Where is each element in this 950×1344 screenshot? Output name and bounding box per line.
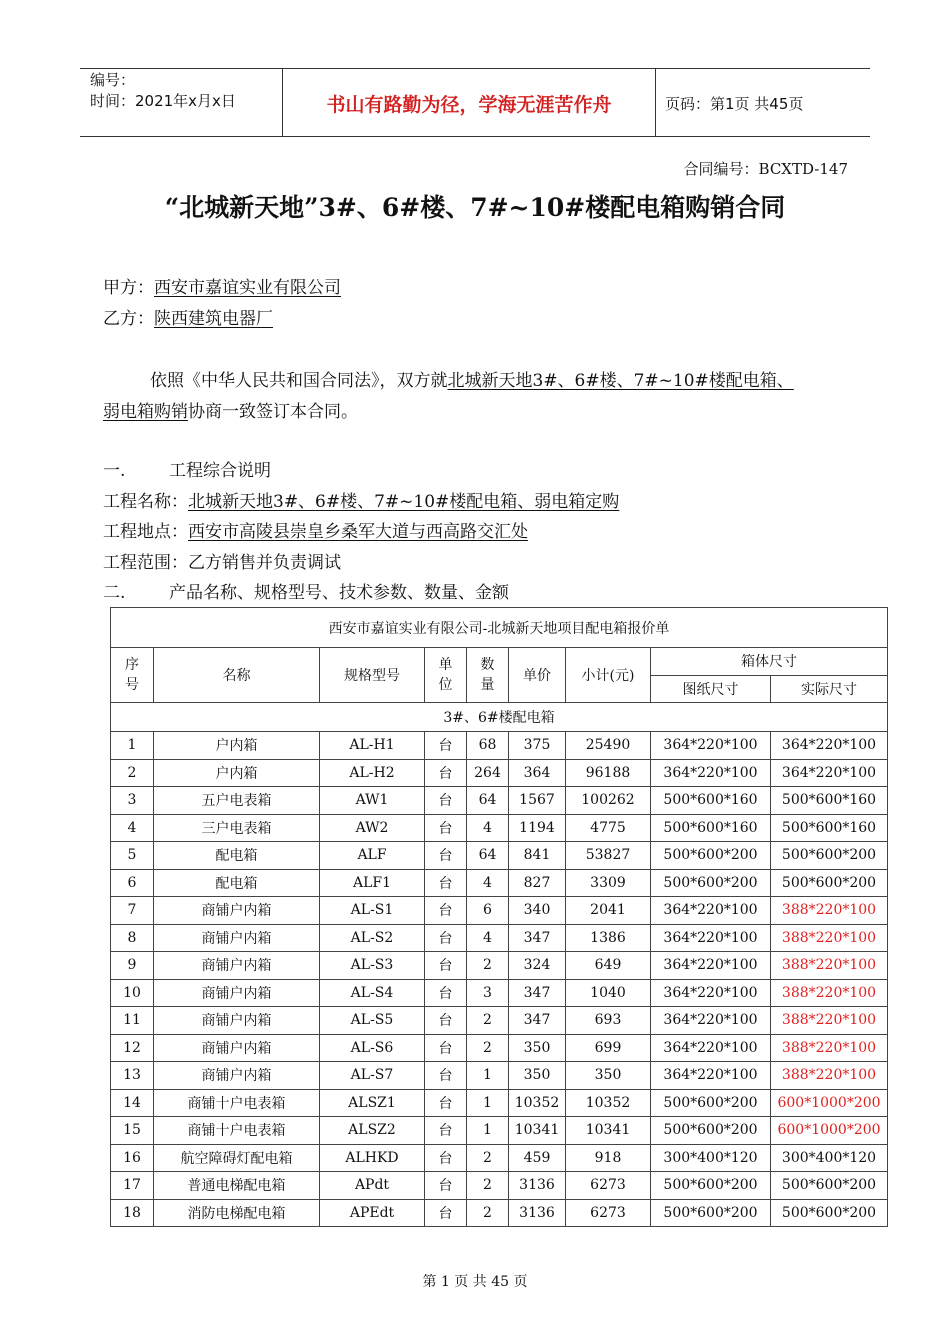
cell-unit: 台 [425, 897, 467, 925]
cell-seq: 11 [111, 1007, 154, 1035]
cell-drawing: 500*600*160 [651, 814, 771, 842]
header-model: 规格型号 [320, 648, 425, 703]
cell-name: 商铺户内箱 [154, 1062, 320, 1090]
header-subtotal: 小计(元) [566, 648, 651, 703]
table-row [111, 924, 888, 952]
section-1-heading [103, 456, 271, 481]
party-b-value: 陕西建筑电器厂 [154, 309, 273, 329]
cell-unit: 台 [425, 869, 467, 897]
cell-price: 10341 [509, 1117, 566, 1145]
cell-unit: 台 [425, 1144, 467, 1172]
cell-subtotal: 10341 [566, 1117, 651, 1145]
cell-model: APdt [320, 1172, 425, 1200]
cell-qty: 2 [467, 1034, 509, 1062]
cell-price: 841 [509, 842, 566, 870]
cell-price: 340 [509, 897, 566, 925]
cell-seq: 6 [111, 869, 154, 897]
header-motto: 书山有路勤为径，学海无涯苦作舟 [326, 93, 612, 116]
table-row [111, 759, 888, 787]
cell-price: 3136 [509, 1172, 566, 1200]
cell-unit: 台 [425, 787, 467, 815]
project-site-label: 工程地点： [103, 522, 188, 542]
cell-qty: 4 [467, 924, 509, 952]
cell-model: AL-H1 [320, 732, 425, 760]
cell-seq: 17 [111, 1172, 154, 1200]
cell-model: AL-S5 [320, 1007, 425, 1035]
cell-subtotal: 10352 [566, 1089, 651, 1117]
cell-subtotal: 3309 [566, 869, 651, 897]
cell-model: AL-S4 [320, 979, 425, 1007]
header-size: 箱体尺寸 [651, 648, 888, 676]
cell-unit: 台 [425, 1117, 467, 1145]
header-left [90, 70, 236, 112]
cell-drawing: 500*600*200 [651, 1089, 771, 1117]
quote-table [110, 607, 888, 1227]
cell-subtotal: 53827 [566, 842, 651, 870]
section-2-title: 产品名称、规格型号、技术参数、数量、金额 [169, 583, 509, 603]
doc-time: 时间：2021年x月x日 [90, 92, 236, 110]
cell-price: 350 [509, 1034, 566, 1062]
table-row [111, 1199, 888, 1227]
cell-price: 459 [509, 1144, 566, 1172]
cell-model: AW2 [320, 814, 425, 842]
cell-subtotal: 100262 [566, 787, 651, 815]
table-row [111, 1117, 888, 1145]
cell-name: 商铺户内箱 [154, 897, 320, 925]
table-row [111, 1172, 888, 1200]
cell-drawing: 364*220*100 [651, 924, 771, 952]
cell-model: AL-S3 [320, 952, 425, 980]
cell-price: 347 [509, 1007, 566, 1035]
cell-seq: 3 [111, 787, 154, 815]
cell-subtotal: 6273 [566, 1199, 651, 1227]
cell-price: 1567 [509, 787, 566, 815]
section-1-title: 工程综合说明 [169, 461, 271, 481]
cell-name: 商铺户内箱 [154, 979, 320, 1007]
header-unit: 单位 [425, 648, 467, 703]
cell-subtotal: 96188 [566, 759, 651, 787]
cell-name: 户内箱 [154, 732, 320, 760]
cell-drawing: 500*600*200 [651, 842, 771, 870]
cell-actual: 500*600*200 [771, 842, 888, 870]
table-row [111, 1062, 888, 1090]
intro-text-end: 协商一致签订本合同。 [188, 402, 358, 422]
cell-seq: 5 [111, 842, 154, 870]
cell-actual: 300*400*120 [771, 1144, 888, 1172]
table-row [111, 1034, 888, 1062]
party-b-label: 乙方： [103, 309, 154, 329]
cell-subtotal: 4775 [566, 814, 651, 842]
cell-model: AL-S7 [320, 1062, 425, 1090]
cell-price: 3136 [509, 1199, 566, 1227]
cell-drawing: 364*220*100 [651, 732, 771, 760]
cell-seq: 9 [111, 952, 154, 980]
cell-subtotal: 693 [566, 1007, 651, 1035]
cell-drawing: 364*220*100 [651, 897, 771, 925]
cell-qty: 2 [467, 1199, 509, 1227]
cell-price: 324 [509, 952, 566, 980]
table-row [111, 979, 888, 1007]
cell-name: 商铺户内箱 [154, 952, 320, 980]
cell-model: ALF1 [320, 869, 425, 897]
cell-qty: 1 [467, 1089, 509, 1117]
cell-unit: 台 [425, 759, 467, 787]
party-b [103, 304, 273, 329]
cell-subtotal: 350 [566, 1062, 651, 1090]
party-a-value: 西安市嘉谊实业有限公司 [154, 278, 341, 298]
cell-seq: 16 [111, 1144, 154, 1172]
cell-name: 商铺十户电表箱 [154, 1089, 320, 1117]
project-site-value: 西安市高陵县崇皇乡桑军大道与西高路交汇处 [188, 522, 528, 542]
cell-price: 375 [509, 732, 566, 760]
project-site [103, 517, 528, 542]
cell-drawing: 300*400*120 [651, 1144, 771, 1172]
intro-project-cont: 弱电箱购销 [103, 402, 188, 422]
cell-unit: 台 [425, 979, 467, 1007]
cell-unit: 台 [425, 732, 467, 760]
cell-name: 航空障碍灯配电箱 [154, 1144, 320, 1172]
cell-price: 1194 [509, 814, 566, 842]
party-a-label: 甲方： [103, 278, 154, 298]
table-row [111, 732, 888, 760]
cell-seq: 8 [111, 924, 154, 952]
cell-name: 普通电梯配电箱 [154, 1172, 320, 1200]
intro-line-2 [103, 397, 358, 422]
table-row [111, 787, 888, 815]
project-scope-value: 乙方销售并负责调试 [188, 553, 341, 573]
cell-name: 户内箱 [154, 759, 320, 787]
cell-actual: 500*600*200 [771, 1199, 888, 1227]
cell-unit: 台 [425, 1199, 467, 1227]
cell-drawing: 364*220*100 [651, 1034, 771, 1062]
header-top-rule [80, 68, 870, 69]
cell-qty: 1 [467, 1117, 509, 1145]
cell-subtotal: 25490 [566, 732, 651, 760]
cell-qty: 3 [467, 979, 509, 1007]
cell-model: ALSZ2 [320, 1117, 425, 1145]
cell-price: 10352 [509, 1089, 566, 1117]
cell-actual: 600*1000*200 [771, 1089, 888, 1117]
cell-drawing: 364*220*100 [651, 979, 771, 1007]
table-row [111, 1144, 888, 1172]
cell-seq: 7 [111, 897, 154, 925]
cell-price: 347 [509, 924, 566, 952]
section-2-number: 二. [103, 583, 126, 603]
cell-qty: 68 [467, 732, 509, 760]
intro-line-1 [150, 366, 794, 391]
cell-model: AL-S1 [320, 897, 425, 925]
cell-subtotal: 1040 [566, 979, 651, 1007]
header-seq: 序号 [111, 648, 154, 703]
cell-subtotal: 6273 [566, 1172, 651, 1200]
project-name [103, 487, 619, 512]
header-drawing-size: 图纸尺寸 [651, 675, 771, 703]
section-1-number: 一. [103, 461, 126, 481]
cell-subtotal: 649 [566, 952, 651, 980]
cell-seq: 12 [111, 1034, 154, 1062]
cell-actual: 388*220*100 [771, 979, 888, 1007]
project-name-label: 工程名称： [103, 492, 188, 512]
cell-unit: 台 [425, 924, 467, 952]
cell-name: 商铺户内箱 [154, 1034, 320, 1062]
cell-subtotal: 699 [566, 1034, 651, 1062]
cell-subtotal: 918 [566, 1144, 651, 1172]
cell-model: APEdt [320, 1199, 425, 1227]
cell-drawing: 364*220*100 [651, 952, 771, 980]
cell-seq: 18 [111, 1199, 154, 1227]
cell-seq: 4 [111, 814, 154, 842]
contract-number: 合同编号：BCXTD-147 [683, 160, 848, 178]
cell-model: ALF [320, 842, 425, 870]
cell-model: AW1 [320, 787, 425, 815]
cell-unit: 台 [425, 814, 467, 842]
header-page-info: 页码：第1页 共45页 [665, 94, 804, 113]
cell-unit: 台 [425, 1089, 467, 1117]
cell-price: 364 [509, 759, 566, 787]
cell-model: AL-S6 [320, 1034, 425, 1062]
cell-drawing: 364*220*100 [651, 759, 771, 787]
cell-actual: 388*220*100 [771, 897, 888, 925]
table-row [111, 814, 888, 842]
cell-name: 三户电表箱 [154, 814, 320, 842]
cell-unit: 台 [425, 842, 467, 870]
header-divider-2 [655, 68, 656, 136]
cell-name: 商铺户内箱 [154, 1007, 320, 1035]
cell-drawing: 500*600*200 [651, 1172, 771, 1200]
cell-price: 827 [509, 869, 566, 897]
party-a [103, 273, 341, 298]
project-scope-label: 工程范围： [103, 553, 188, 573]
cell-seq: 1 [111, 732, 154, 760]
cell-seq: 14 [111, 1089, 154, 1117]
cell-model: ALSZ1 [320, 1089, 425, 1117]
cell-actual: 500*600*200 [771, 869, 888, 897]
cell-qty: 2 [467, 1172, 509, 1200]
cell-actual: 388*220*100 [771, 1007, 888, 1035]
cell-qty: 64 [467, 787, 509, 815]
table-row [111, 869, 888, 897]
project-scope [103, 548, 341, 573]
cell-drawing: 364*220*100 [651, 1062, 771, 1090]
cell-drawing: 500*600*200 [651, 869, 771, 897]
cell-unit: 台 [425, 1062, 467, 1090]
table-row [111, 1089, 888, 1117]
cell-actual: 600*1000*200 [771, 1117, 888, 1145]
header-name: 名称 [154, 648, 320, 703]
cell-subtotal: 1386 [566, 924, 651, 952]
cell-actual: 364*220*100 [771, 759, 888, 787]
cell-price: 350 [509, 1062, 566, 1090]
cell-seq: 10 [111, 979, 154, 1007]
cell-qty: 2 [467, 1144, 509, 1172]
table-group-row: 3#、6#楼配电箱 [111, 703, 888, 732]
header-actual-size: 实际尺寸 [771, 675, 888, 703]
cell-actual: 388*220*100 [771, 1034, 888, 1062]
cell-qty: 2 [467, 1007, 509, 1035]
project-name-value: 北城新天地3#、6#楼、7#~10#楼配电箱、弱电箱定购 [188, 492, 620, 512]
cell-drawing: 364*220*100 [651, 1007, 771, 1035]
cell-seq: 15 [111, 1117, 154, 1145]
table-row [111, 842, 888, 870]
section-2-heading [103, 578, 509, 603]
cell-qty: 264 [467, 759, 509, 787]
cell-actual: 388*220*100 [771, 1062, 888, 1090]
cell-subtotal: 2041 [566, 897, 651, 925]
cell-name: 配电箱 [154, 842, 320, 870]
cell-drawing: 500*600*160 [651, 787, 771, 815]
cell-qty: 1 [467, 1062, 509, 1090]
cell-model: AL-S2 [320, 924, 425, 952]
header-price: 单价 [509, 648, 566, 703]
cell-price: 347 [509, 979, 566, 1007]
cell-qty: 64 [467, 842, 509, 870]
table-row [111, 1007, 888, 1035]
cell-qty: 4 [467, 869, 509, 897]
table-caption: 西安市嘉谊实业有限公司-北城新天地项目配电箱报价单 [111, 608, 888, 648]
cell-unit: 台 [425, 1172, 467, 1200]
cell-qty: 4 [467, 814, 509, 842]
header-qty: 数量 [467, 648, 509, 703]
cell-actual: 388*220*100 [771, 952, 888, 980]
cell-seq: 2 [111, 759, 154, 787]
cell-drawing: 500*600*200 [651, 1199, 771, 1227]
cell-name: 配电箱 [154, 869, 320, 897]
cell-actual: 500*600*200 [771, 1172, 888, 1200]
cell-qty: 2 [467, 952, 509, 980]
doc-number-label: 编号： [90, 71, 136, 89]
table-row [111, 952, 888, 980]
cell-name: 商铺十户电表箱 [154, 1117, 320, 1145]
cell-unit: 台 [425, 1007, 467, 1035]
cell-seq: 13 [111, 1062, 154, 1090]
cell-qty: 6 [467, 897, 509, 925]
page-footer: 第 1 页 共 45 页 [422, 1274, 528, 1290]
cell-model: AL-H2 [320, 759, 425, 787]
cell-actual: 388*220*100 [771, 924, 888, 952]
cell-actual: 500*600*160 [771, 814, 888, 842]
table-row [111, 897, 888, 925]
cell-unit: 台 [425, 1034, 467, 1062]
cell-actual: 500*600*160 [771, 787, 888, 815]
document-title: “北城新天地”3#、6#楼、7#~10#楼配电箱购销合同 [164, 193, 786, 222]
cell-name: 五户电表箱 [154, 787, 320, 815]
cell-model: ALHKD [320, 1144, 425, 1172]
header-bottom-rule [80, 136, 870, 137]
cell-name: 消防电梯配电箱 [154, 1199, 320, 1227]
cell-unit: 台 [425, 952, 467, 980]
intro-text: 依照《中华人民共和国合同法》，双方就 [150, 371, 448, 391]
cell-actual: 364*220*100 [771, 732, 888, 760]
cell-drawing: 500*600*200 [651, 1117, 771, 1145]
cell-name: 商铺户内箱 [154, 924, 320, 952]
intro-project: 北城新天地3#、6#楼、7#~10#楼配电箱、 [447, 371, 794, 391]
